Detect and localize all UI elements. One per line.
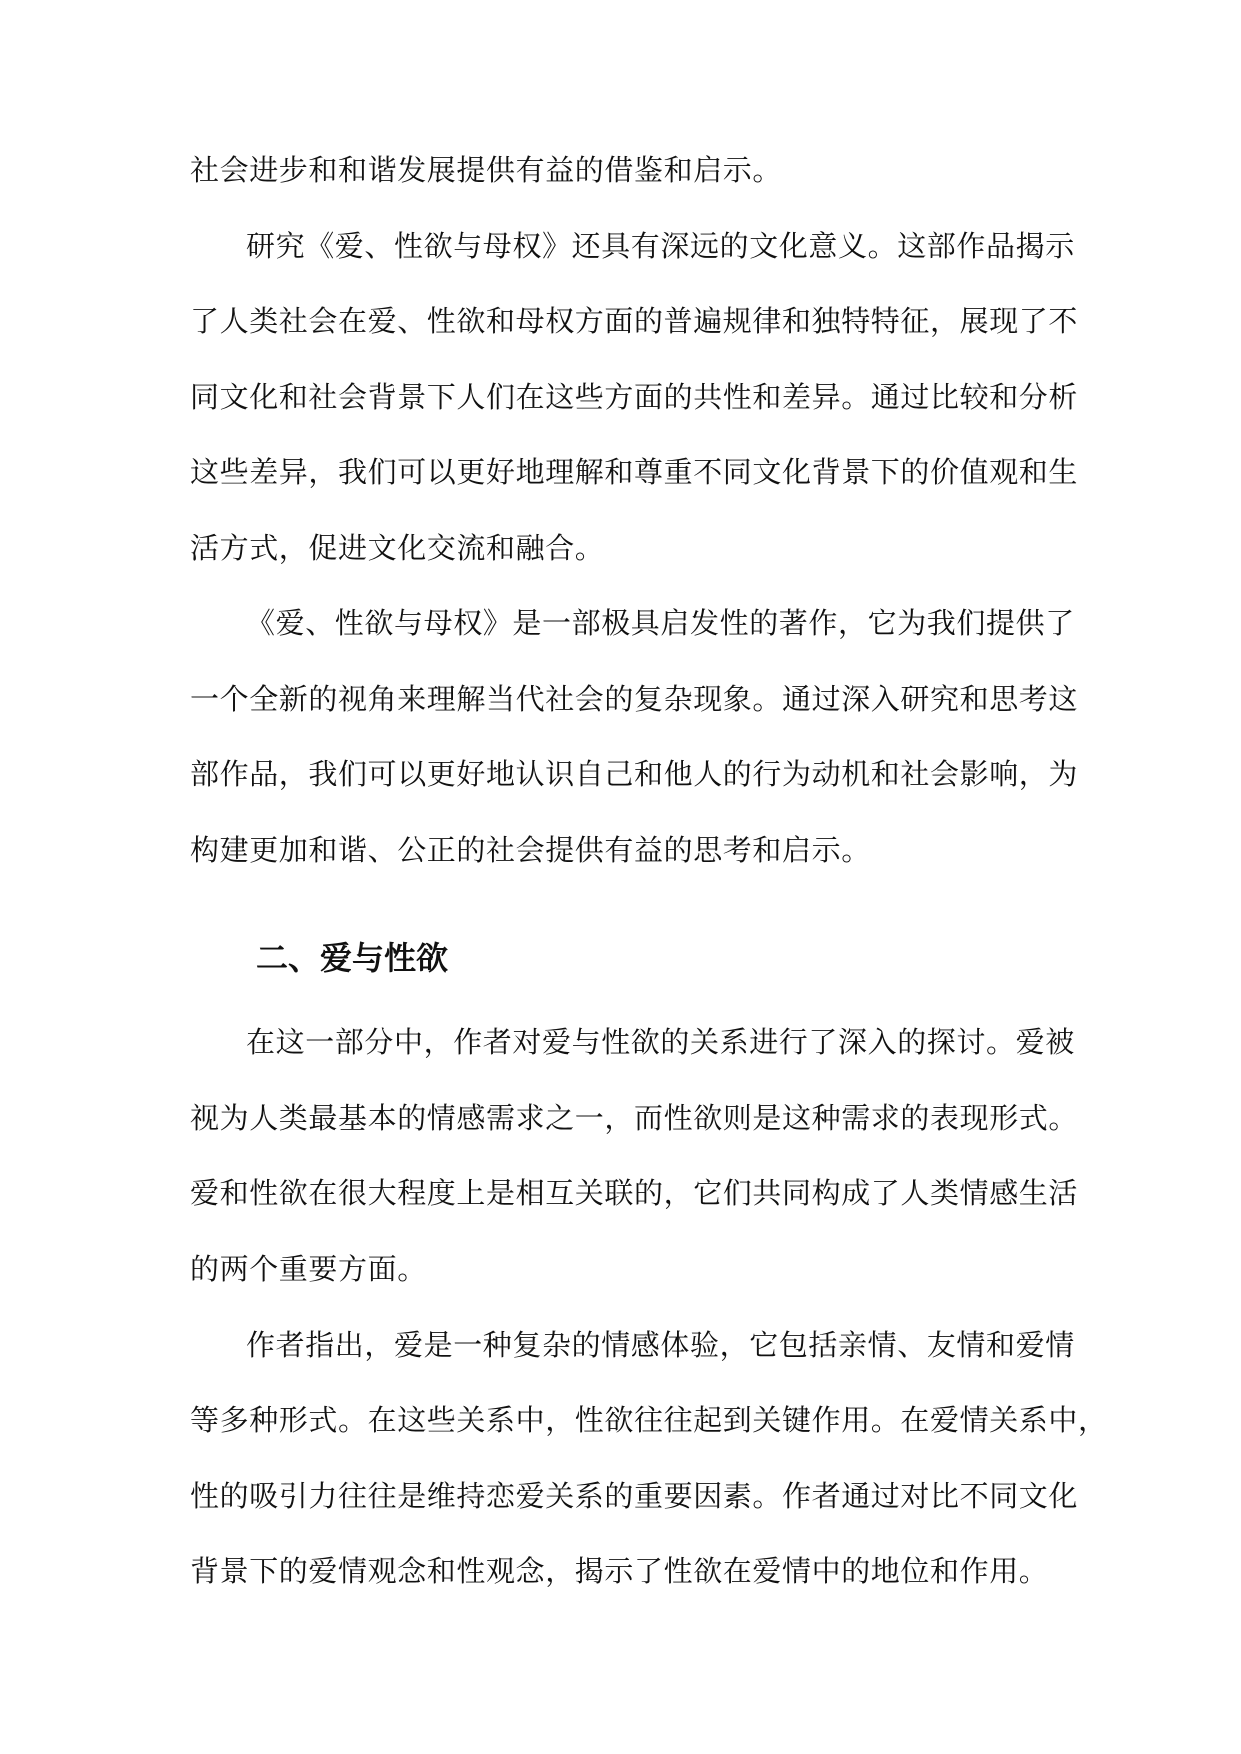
paragraph-line: 等多种形式。在这些关系中，性欲往往起到关键作用。在爱情关系中， <box>190 1403 1108 1437</box>
paragraph-line: 的两个重要方面。 <box>190 1252 427 1286</box>
paragraph-line: 一个全新的视角来理解当代社会的复杂现象。通过深入研究和思考这 <box>190 682 1079 716</box>
paragraph-line: 社会进步和和谐发展提供有益的借鉴和启示。 <box>190 153 783 187</box>
paragraph-line: 构建更加和谐、公正的社会提供有益的思考和启示。 <box>190 833 871 867</box>
paragraph-line: 《爱、性欲与母权》是一部极具启发性的著作，它为我们提供了 <box>246 606 1075 640</box>
paragraph-line: 研究《爱、性欲与母权》还具有深远的文化意义。这部作品揭示 <box>246 229 1075 263</box>
paragraph-line: 作者指出，爱是一种复杂的情感体验，它包括亲情、友情和爱情 <box>246 1328 1075 1362</box>
paragraph-line: 背景下的爱情观念和性观念，揭示了性欲在爱情中的地位和作用。 <box>190 1554 1049 1588</box>
paragraph-line: 活方式，促进文化交流和融合。 <box>190 531 605 565</box>
section-heading: 二、爱与性欲 <box>256 939 449 977</box>
paragraph-line: 视为人类最基本的情感需求之一，而性欲则是这种需求的表现形式。 <box>190 1101 1079 1135</box>
paragraph-line: 了人类社会在爱、性欲和母权方面的普遍规律和独特特征，展现了不 <box>190 304 1079 338</box>
paragraph-line: 在这一部分中，作者对爱与性欲的关系进行了深入的探讨。爱被 <box>246 1025 1075 1059</box>
paragraph-line: 部作品，我们可以更好地认识自己和他人的行为动机和社会影响，为 <box>190 757 1079 791</box>
paragraph-line: 同文化和社会背景下人们在这些方面的共性和差异。通过比较和分析 <box>190 380 1079 414</box>
paragraph-line: 性的吸引力往往是维持恋爱关系的重要因素。作者通过对比不同文化 <box>190 1479 1079 1513</box>
paragraph-line: 爱和性欲在很大程度上是相互关联的，它们共同构成了人类情感生活 <box>190 1176 1079 1210</box>
paragraph-line: 这些差异，我们可以更好地理解和尊重不同文化背景下的价值观和生 <box>190 455 1079 489</box>
